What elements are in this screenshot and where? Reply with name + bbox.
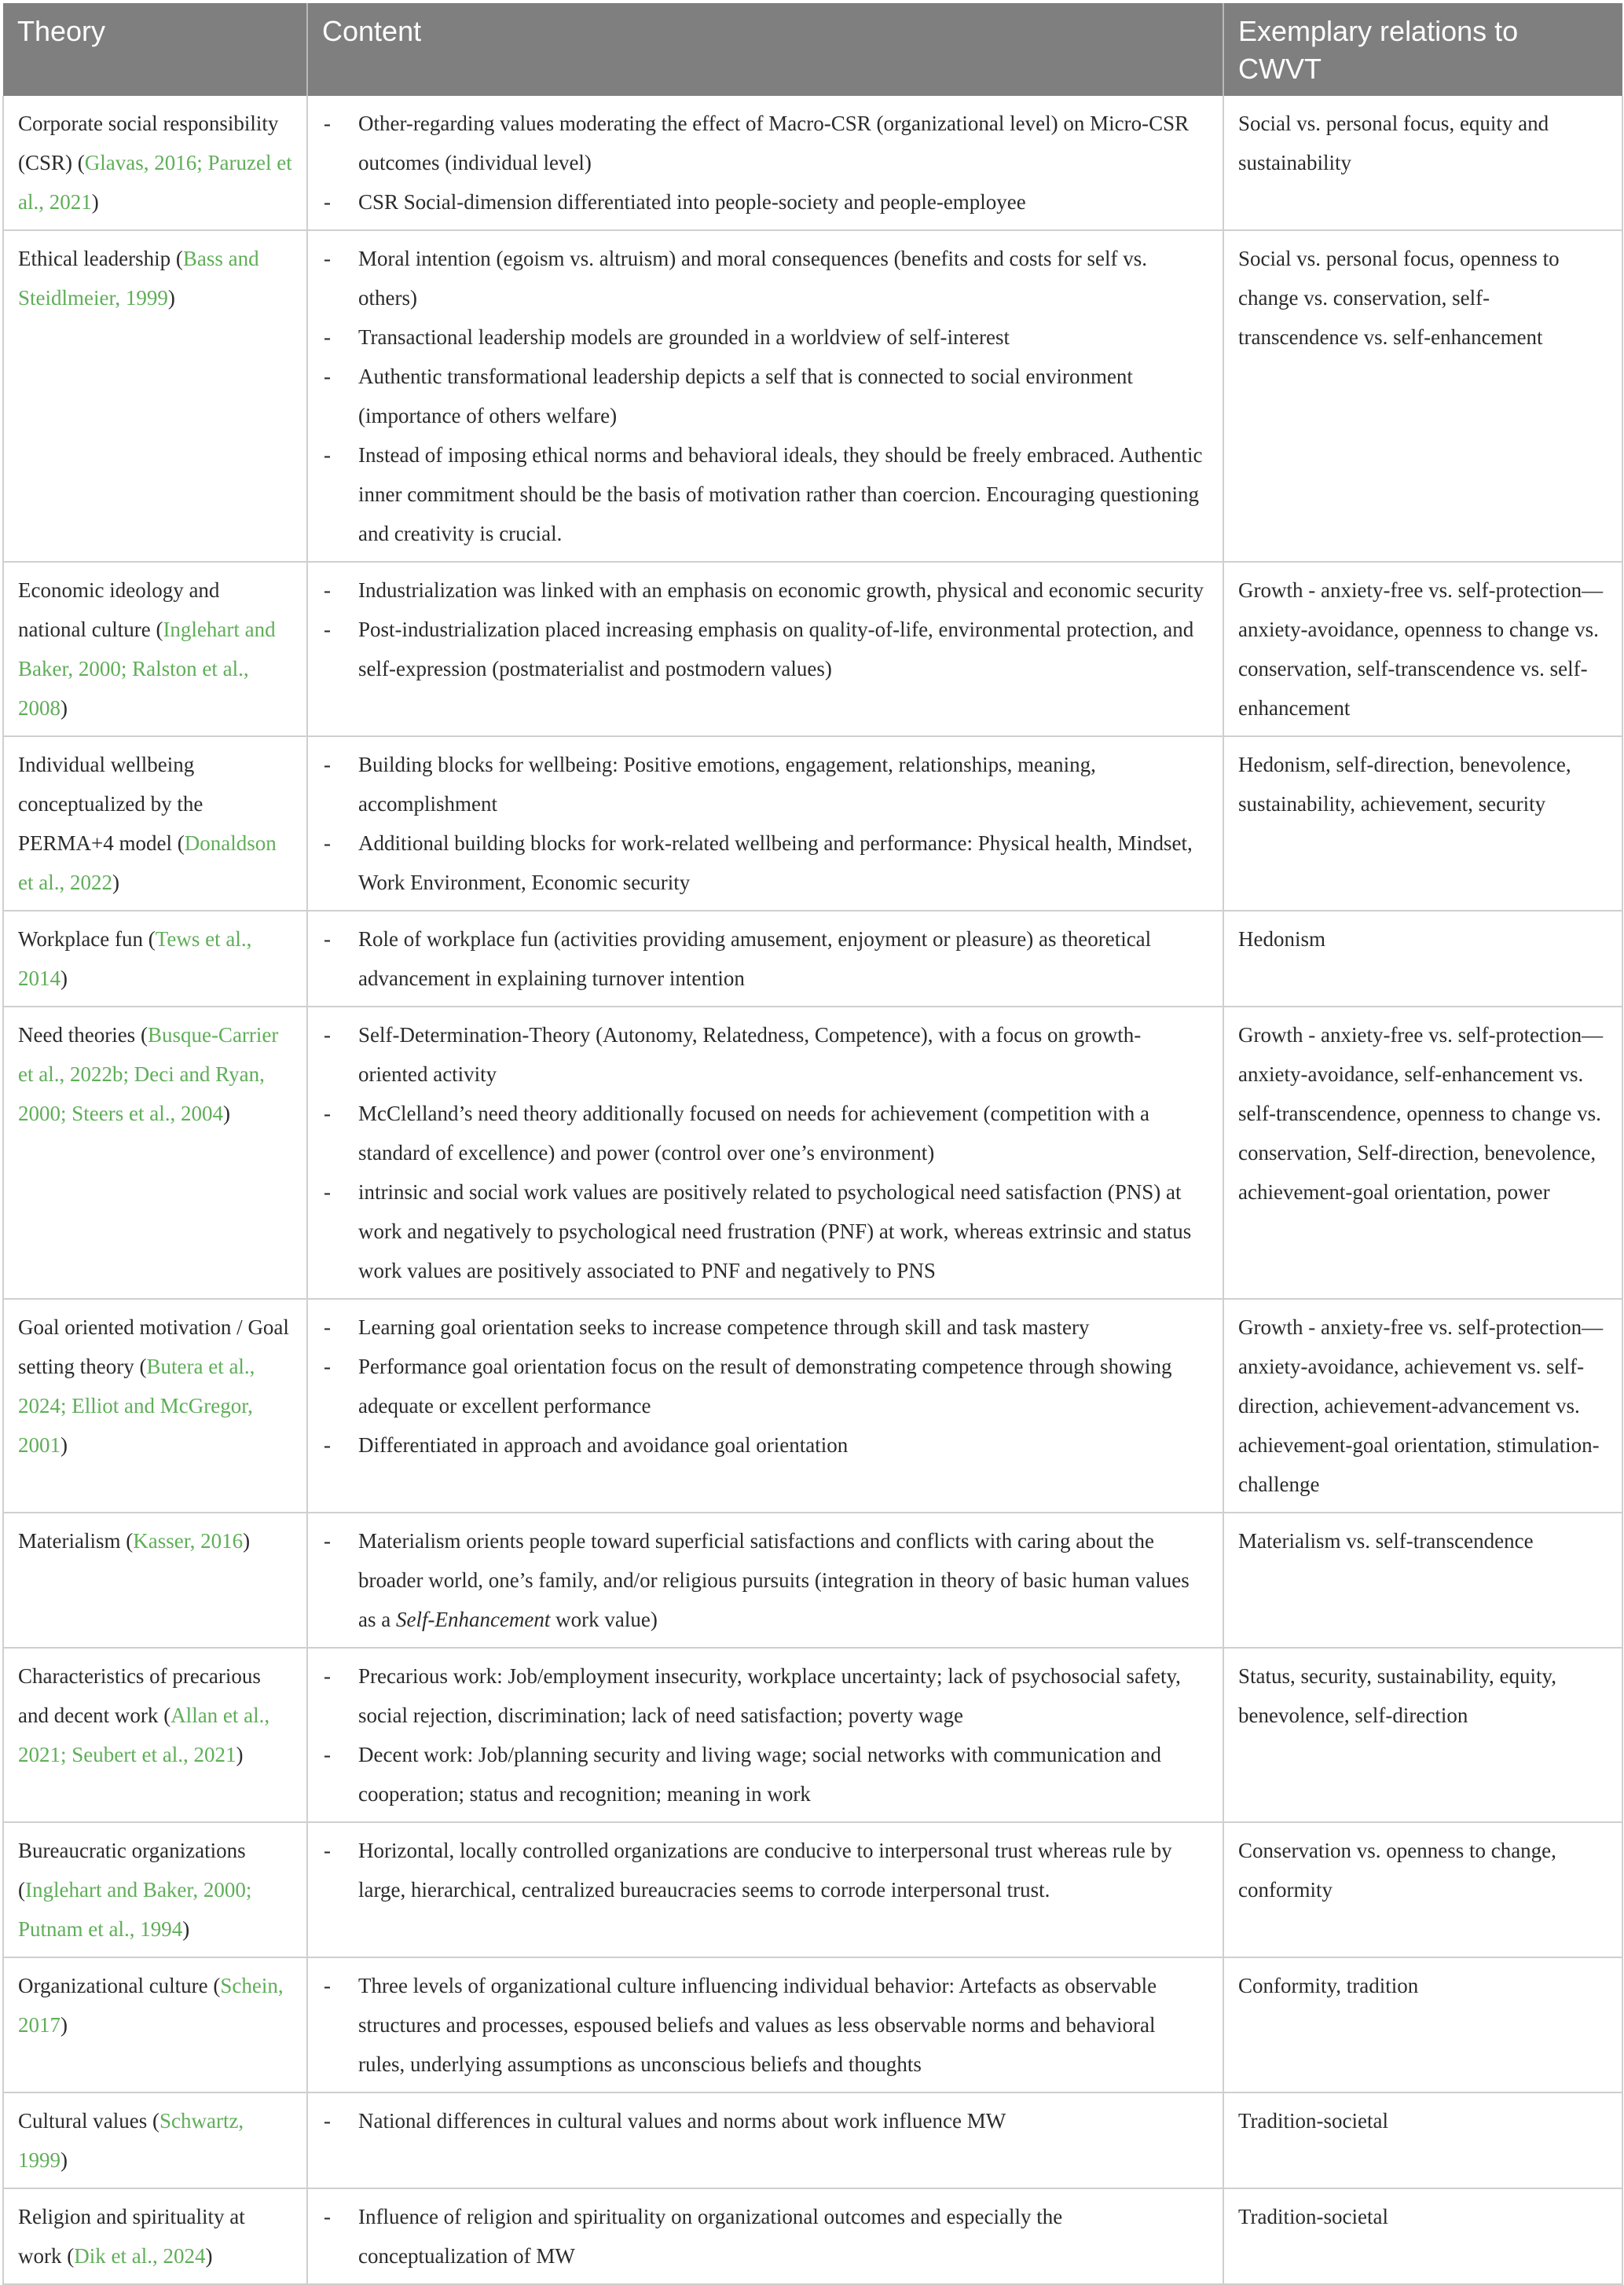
header-row	[3, 3, 1622, 96]
content-cell	[307, 1957, 1223, 2092]
content-text: work value)	[550, 1608, 658, 1631]
content-item: - Other-regarding values moderating the effect of Macro-CSR (organizational level) on Micro-CSR outcomes (individual level)	[324, 104, 1205, 182]
theory-name: Individual wellbeing conceptualized by the PERMA+4 model	[18, 753, 203, 855]
table-row	[3, 1513, 1622, 1648]
content-cell	[307, 2092, 1223, 2188]
content-cell	[307, 1299, 1223, 1513]
relations-cell: Hedonism, self-direction, benevolence, sustainability, achievement, security	[1223, 736, 1622, 911]
citation-link[interactable]: Tews et al., 2014	[18, 927, 252, 990]
theory-cell: Religion and spirituality at work (Dik et al., 2024)	[3, 2188, 307, 2284]
content-item: - Decent work: Job/planning security and living wage; social networks with communication and cooperation; status and recognition; meaning in work	[324, 1735, 1205, 1814]
content-cell	[307, 1007, 1223, 1299]
citation-link[interactable]: Bass and Steidlmeier, 1999	[18, 247, 259, 310]
content-item: - Instead of imposing ethical norms and behavioral ideals, they should be freely embraced. Authentic inner commitment should be the basis of motivation rather than coercion. Encouraging questioning and creativity is crucial.	[324, 435, 1205, 553]
theory-name: Materialism	[18, 1529, 121, 1553]
table-header	[3, 3, 1622, 96]
content-cell	[307, 736, 1223, 911]
citation-link[interactable]: Donaldson et al., 2022	[18, 831, 277, 894]
content-item: - Influence of religion and spirituality on organizational outcomes and especially the conceptualization of MW	[324, 2197, 1205, 2276]
citation-link[interactable]: Busque-Carrier et al., 2022b; Deci and Ryan, 2000; Steers et al., 2004	[18, 1023, 279, 1125]
content-cell	[307, 230, 1223, 562]
theory-name: Goal oriented motivation / Goal setting theory	[18, 1315, 289, 1378]
content-item: - Role of workplace fun (activities providing amusement, enjoyment or pleasure) as theoretical advancement in explaining turnover intention	[324, 919, 1205, 998]
relations-cell: Materialism vs. self-transcendence	[1223, 1513, 1622, 1648]
table-row	[3, 2092, 1622, 2188]
citation-link[interactable]: Schwartz, 1999	[18, 2109, 244, 2172]
theory-cell: Individual wellbeing conceptualized by the PERMA+4 model (Donaldson et al., 2022)	[3, 736, 307, 911]
content-cell	[307, 96, 1223, 230]
citation-link[interactable]: Inglehart and Baker, 2000; Ralston et al., 2008	[18, 618, 276, 720]
citation-link[interactable]: Kasser, 2016	[133, 1529, 244, 1553]
theory-cell: Materialism (Kasser, 2016)	[3, 1513, 307, 1648]
theory-name: Bureaucratic organizations	[18, 1839, 246, 1862]
content-list	[324, 1308, 1205, 1465]
emphasized-term: Self-Enhancement	[395, 1608, 551, 1631]
content-text: Materialism orients people toward superficial satisfactions and conflicts with caring about the broader world, one’s family, and/or religious pursuits (integration in theory of basic human values as a	[358, 1529, 1190, 1631]
content-list	[324, 239, 1205, 553]
content-list	[324, 1831, 1205, 1909]
content-list	[324, 570, 1205, 688]
citation-link[interactable]: Dik et al., 2024	[74, 2244, 206, 2268]
content-item: - Differentiated in approach and avoidance goal orientation	[324, 1425, 1205, 1465]
table-row	[3, 562, 1622, 736]
relations-cell: Status, security, sustainability, equity, benevolence, self-direction	[1223, 1648, 1622, 1822]
header-relations: Exemplary relations to CWVT	[1223, 3, 1622, 96]
relations-cell: Social vs. personal focus, equity and sustainability	[1223, 96, 1622, 230]
relations-cell: Social vs. personal focus, openness to change vs. conservation, self-transcendence vs. self-enhancement	[1223, 230, 1622, 562]
content-item	[324, 1521, 1205, 1639]
theory-name: Workplace fun	[18, 927, 144, 951]
relations-cell: Hedonism	[1223, 911, 1622, 1007]
theory-cell: Organizational culture (Schein, 2017)	[3, 1957, 307, 2092]
content-list	[324, 1656, 1205, 1814]
relations-cell: Tradition-societal	[1223, 2092, 1622, 2188]
theory-name: Organizational culture	[18, 1974, 208, 1997]
table-row	[3, 736, 1622, 911]
theory-name: Corporate social responsibility (CSR)	[18, 112, 279, 174]
content-list	[324, 1015, 1205, 1290]
theory-name: Characteristics of precarious and decent work	[18, 1664, 261, 1727]
content-item: - intrinsic and social work values are positively related to psychological need satisfaction (PNS) at work and negatively to psychological need frustration (PNF) at work, whereas extrinsic and status work values are positively associated to PNF and negatively to PNS	[324, 1172, 1205, 1290]
table-row	[3, 2188, 1622, 2284]
relations-cell: Growth - anxiety-free vs. self-protection—anxiety-avoidance, openness to change vs. conservation, self-transcendence vs. self-enhancement	[1223, 562, 1622, 736]
theories-table	[2, 3, 1623, 2285]
theory-cell: Cultural values (Schwartz, 1999)	[3, 2092, 307, 2188]
theory-cell: Goal oriented motivation / Goal setting theory (Butera et al., 2024; Elliot and McGregor, 2001)	[3, 1299, 307, 1513]
content-item: - Authentic transformational leadership depicts a self that is connected to social environment (importance of others welfare)	[324, 357, 1205, 435]
theory-cell: Bureaucratic organizations (Inglehart and Baker, 2000; Putnam et al., 1994)	[3, 1822, 307, 1957]
table-row	[3, 911, 1622, 1007]
theory-cell: Ethical leadership (Bass and Steidlmeier, 1999)	[3, 230, 307, 562]
content-list	[324, 1521, 1205, 1639]
header-content: Content	[307, 3, 1223, 96]
content-item: - Learning goal orientation seeks to increase competence through skill and task mastery	[324, 1308, 1205, 1347]
content-cell	[307, 1822, 1223, 1957]
content-cell	[307, 2188, 1223, 2284]
content-cell	[307, 1648, 1223, 1822]
content-item: - Building blocks for wellbeing: Positive emotions, engagement, relationships, meaning, accomplishment	[324, 745, 1205, 823]
relations-cell: Conservation vs. openness to change, conformity	[1223, 1822, 1622, 1957]
citation-link[interactable]: Schein, 2017	[18, 1974, 284, 2037]
table-body	[3, 96, 1622, 2284]
content-item: - McClelland’s need theory additionally focused on needs for achievement (competition with a standard of excellence) and power (control over one’s environment)	[324, 1094, 1205, 1172]
theory-cell: Economic ideology and national culture (Inglehart and Baker, 2000; Ralston et al., 2008)	[3, 562, 307, 736]
theory-name: Need theories	[18, 1023, 136, 1047]
content-item: - Industrialization was linked with an emphasis on economic growth, physical and economic security	[324, 570, 1205, 610]
table-row	[3, 1007, 1622, 1299]
content-list	[324, 2101, 1205, 2140]
content-item: - CSR Social-dimension differentiated into people-society and people-employee	[324, 182, 1205, 222]
content-item: - Horizontal, locally controlled organizations are conducive to interpersonal trust whereas rule by large, hierarchical, centralized bureaucracies seems to corrode interpersonal trust.	[324, 1831, 1205, 1909]
theory-name: Ethical leadership	[18, 247, 171, 270]
header-theory: Theory	[3, 3, 307, 96]
theory-cell: Corporate social responsibility (CSR) (Glavas, 2016; Paruzel et al., 2021)	[3, 96, 307, 230]
content-item: - Three levels of organizational culture influencing individual behavior: Artefacts as observable structures and processes, espoused beliefs and values as less observable norms and behavioral rules, underlying assumptions as unconscious beliefs and thoughts	[324, 1966, 1205, 2084]
content-list	[324, 104, 1205, 222]
table-row	[3, 1822, 1622, 1957]
table-row	[3, 96, 1622, 230]
content-item: - Moral intention (egoism vs. altruism) and moral consequences (benefits and costs for self vs. others)	[324, 239, 1205, 317]
citation-link[interactable]: Butera et al., 2024; Elliot and McGregor, 2001	[18, 1355, 255, 1457]
content-item: - Post-industrialization placed increasing emphasis on quality-of-life, environmental protection, and self-expression (postmaterialist and postmodern values)	[324, 610, 1205, 688]
content-item: - Performance goal orientation focus on the result of demonstrating competence through showing adequate or excellent performance	[324, 1347, 1205, 1425]
theory-name: Cultural values	[18, 2109, 148, 2133]
table-row	[3, 1299, 1622, 1513]
table-row	[3, 1957, 1622, 2092]
citation-link[interactable]: Inglehart and Baker, 2000; Putnam et al., 1994	[18, 1878, 252, 1941]
relations-cell: Conformity, tradition	[1223, 1957, 1622, 2092]
table-row	[3, 1648, 1622, 1822]
theory-cell: Characteristics of precarious and decent work (Allan et al., 2021; Seubert et al., 2021)	[3, 1648, 307, 1822]
theory-name: Religion and spirituality at work	[18, 2205, 245, 2268]
relations-cell: Growth - anxiety-free vs. self-protection—anxiety-avoidance, achievement vs. self-direction, achievement-advancement vs. achievement-goal orientation, stimulation-challenge	[1223, 1299, 1622, 1513]
content-item: - Precarious work: Job/employment insecurity, workplace uncertainty; lack of psychosocial safety, social rejection, discrimination; lack of need satisfaction; poverty wage	[324, 1656, 1205, 1735]
content-item: - Additional building blocks for work-related wellbeing and performance: Physical health, Mindset, Work Environment, Economic security	[324, 823, 1205, 902]
citation-link[interactable]: Glavas, 2016; Paruzel et al., 2021	[18, 151, 292, 214]
theory-cell: Need theories (Busque-Carrier et al., 2022b; Deci and Ryan, 2000; Steers et al., 2004)	[3, 1007, 307, 1299]
content-cell	[307, 562, 1223, 736]
citation-link[interactable]: Allan et al., 2021; Seubert et al., 2021	[18, 1704, 270, 1766]
content-cell	[307, 911, 1223, 1007]
content-list	[324, 1966, 1205, 2084]
relations-cell: Growth - anxiety-free vs. self-protection—anxiety-avoidance, self-enhancement vs. self-transcendence, openness to change vs. conservation, Self-direction, benevolence, achievement-goal orientation, power	[1223, 1007, 1622, 1299]
content-list	[324, 745, 1205, 902]
theory-cell: Workplace fun (Tews et al., 2014)	[3, 911, 307, 1007]
relations-cell: Tradition-societal	[1223, 2188, 1622, 2284]
content-list	[324, 2197, 1205, 2276]
table-row	[3, 230, 1622, 562]
content-item: - Self-Determination-Theory (Autonomy, Relatedness, Competence), with a focus on growth-oriented activity	[324, 1015, 1205, 1094]
content-cell	[307, 1513, 1223, 1648]
content-item: - National differences in cultural values and norms about work influence MW	[324, 2101, 1205, 2140]
content-list	[324, 919, 1205, 998]
theory-name: Economic ideology and national culture	[18, 578, 220, 641]
content-item: - Transactional leadership models are grounded in a worldview of self-interest	[324, 317, 1205, 357]
